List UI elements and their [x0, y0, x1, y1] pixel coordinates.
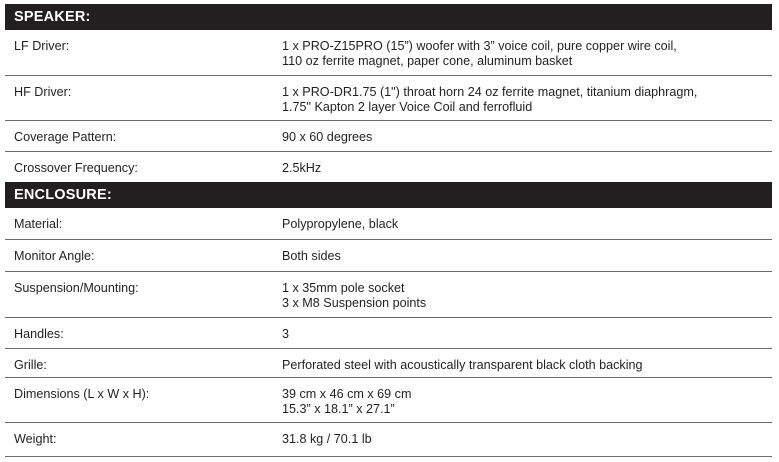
spec-label: HF Driver:: [14, 85, 72, 99]
spec-row-material: [5, 208, 772, 240]
spec-value-line: 1 x 35mm pole socket: [282, 281, 405, 295]
spec-value-line: 1 x PRO-DR1.75 (1") throat horn 24 oz ferrite magnet, titanium diaphragm,: [282, 85, 698, 99]
spec-value: [282, 208, 772, 239]
spec-value: [282, 30, 772, 75]
spec-label: Monitor Angle:: [14, 249, 95, 263]
spec-value: [282, 423, 772, 456]
spec-value-line: 39 cm x 46 cm x 69 cm: [282, 387, 412, 401]
spec-label: Dimensions (L x W x H):: [14, 387, 150, 401]
spec-row-handles: [5, 318, 772, 349]
spec-value-line: 1.75" Kapton 2 layer Voice Coil and ferrofluid: [282, 99, 533, 114]
spec-row-monitor-angle: [5, 240, 772, 272]
spec-label: Crossover Frequency:: [14, 161, 138, 175]
spec-label: LF Driver:: [14, 39, 70, 53]
spec-value-line: 3 x M8 Suspension points: [282, 295, 427, 310]
spec-label: Material:: [14, 217, 63, 231]
spec-row-coverage-pattern: [5, 121, 772, 152]
spec-row-hf-driver: [5, 76, 772, 121]
spec-value-line: 90 x 60 degrees: [282, 130, 373, 144]
spec-label: Grille:: [14, 358, 47, 372]
spec-row-crossover-frequency: [5, 152, 772, 182]
spec-value: [282, 76, 772, 120]
spec-label: Coverage Pattern:: [14, 130, 117, 144]
spec-value-line: Polypropylene, black: [282, 217, 399, 231]
section-header-speaker: SPEAKER:: [5, 4, 772, 30]
spec-value: [282, 121, 772, 151]
spec-value-line: 3: [282, 327, 290, 341]
spec-value: [282, 240, 772, 271]
spec-value: [282, 349, 772, 377]
spec-value: [282, 378, 772, 422]
spec-value: [282, 318, 772, 348]
spec-label: Weight:: [14, 432, 57, 446]
spec-row-grille: [5, 349, 772, 378]
spec-value-line: 15.3” x 18.1” x 27.1”: [282, 401, 395, 416]
spec-row-suspension-mounting: [5, 272, 772, 318]
spec-value: [282, 152, 772, 182]
spec-value-line: 2.5kHz: [282, 161, 322, 175]
spec-row-lf-driver: [5, 30, 772, 76]
spec-value: [282, 272, 772, 317]
spec-row-weight: [5, 423, 772, 457]
spec-value-line: Both sides: [282, 249, 341, 263]
spec-label: Suspension/Mounting:: [14, 281, 139, 295]
spec-value-line: 31.8 kg / 70.1 lb: [282, 432, 372, 446]
section-header-enclosure: ENCLOSURE:: [5, 182, 772, 208]
spec-value-line: 110 oz ferrite magnet, paper cone, aluminum basket: [282, 53, 573, 68]
spec-table: [5, 4, 772, 457]
spec-value-line: 1 x PRO-Z15PRO (15”) woofer with 3” voice coil, pure copper wire coil,: [282, 39, 677, 53]
spec-value-line: Perforated steel with acoustically transparent black cloth backing: [282, 358, 643, 372]
spec-row-dimensions: [5, 378, 772, 423]
spec-label: Handles:: [14, 327, 64, 341]
